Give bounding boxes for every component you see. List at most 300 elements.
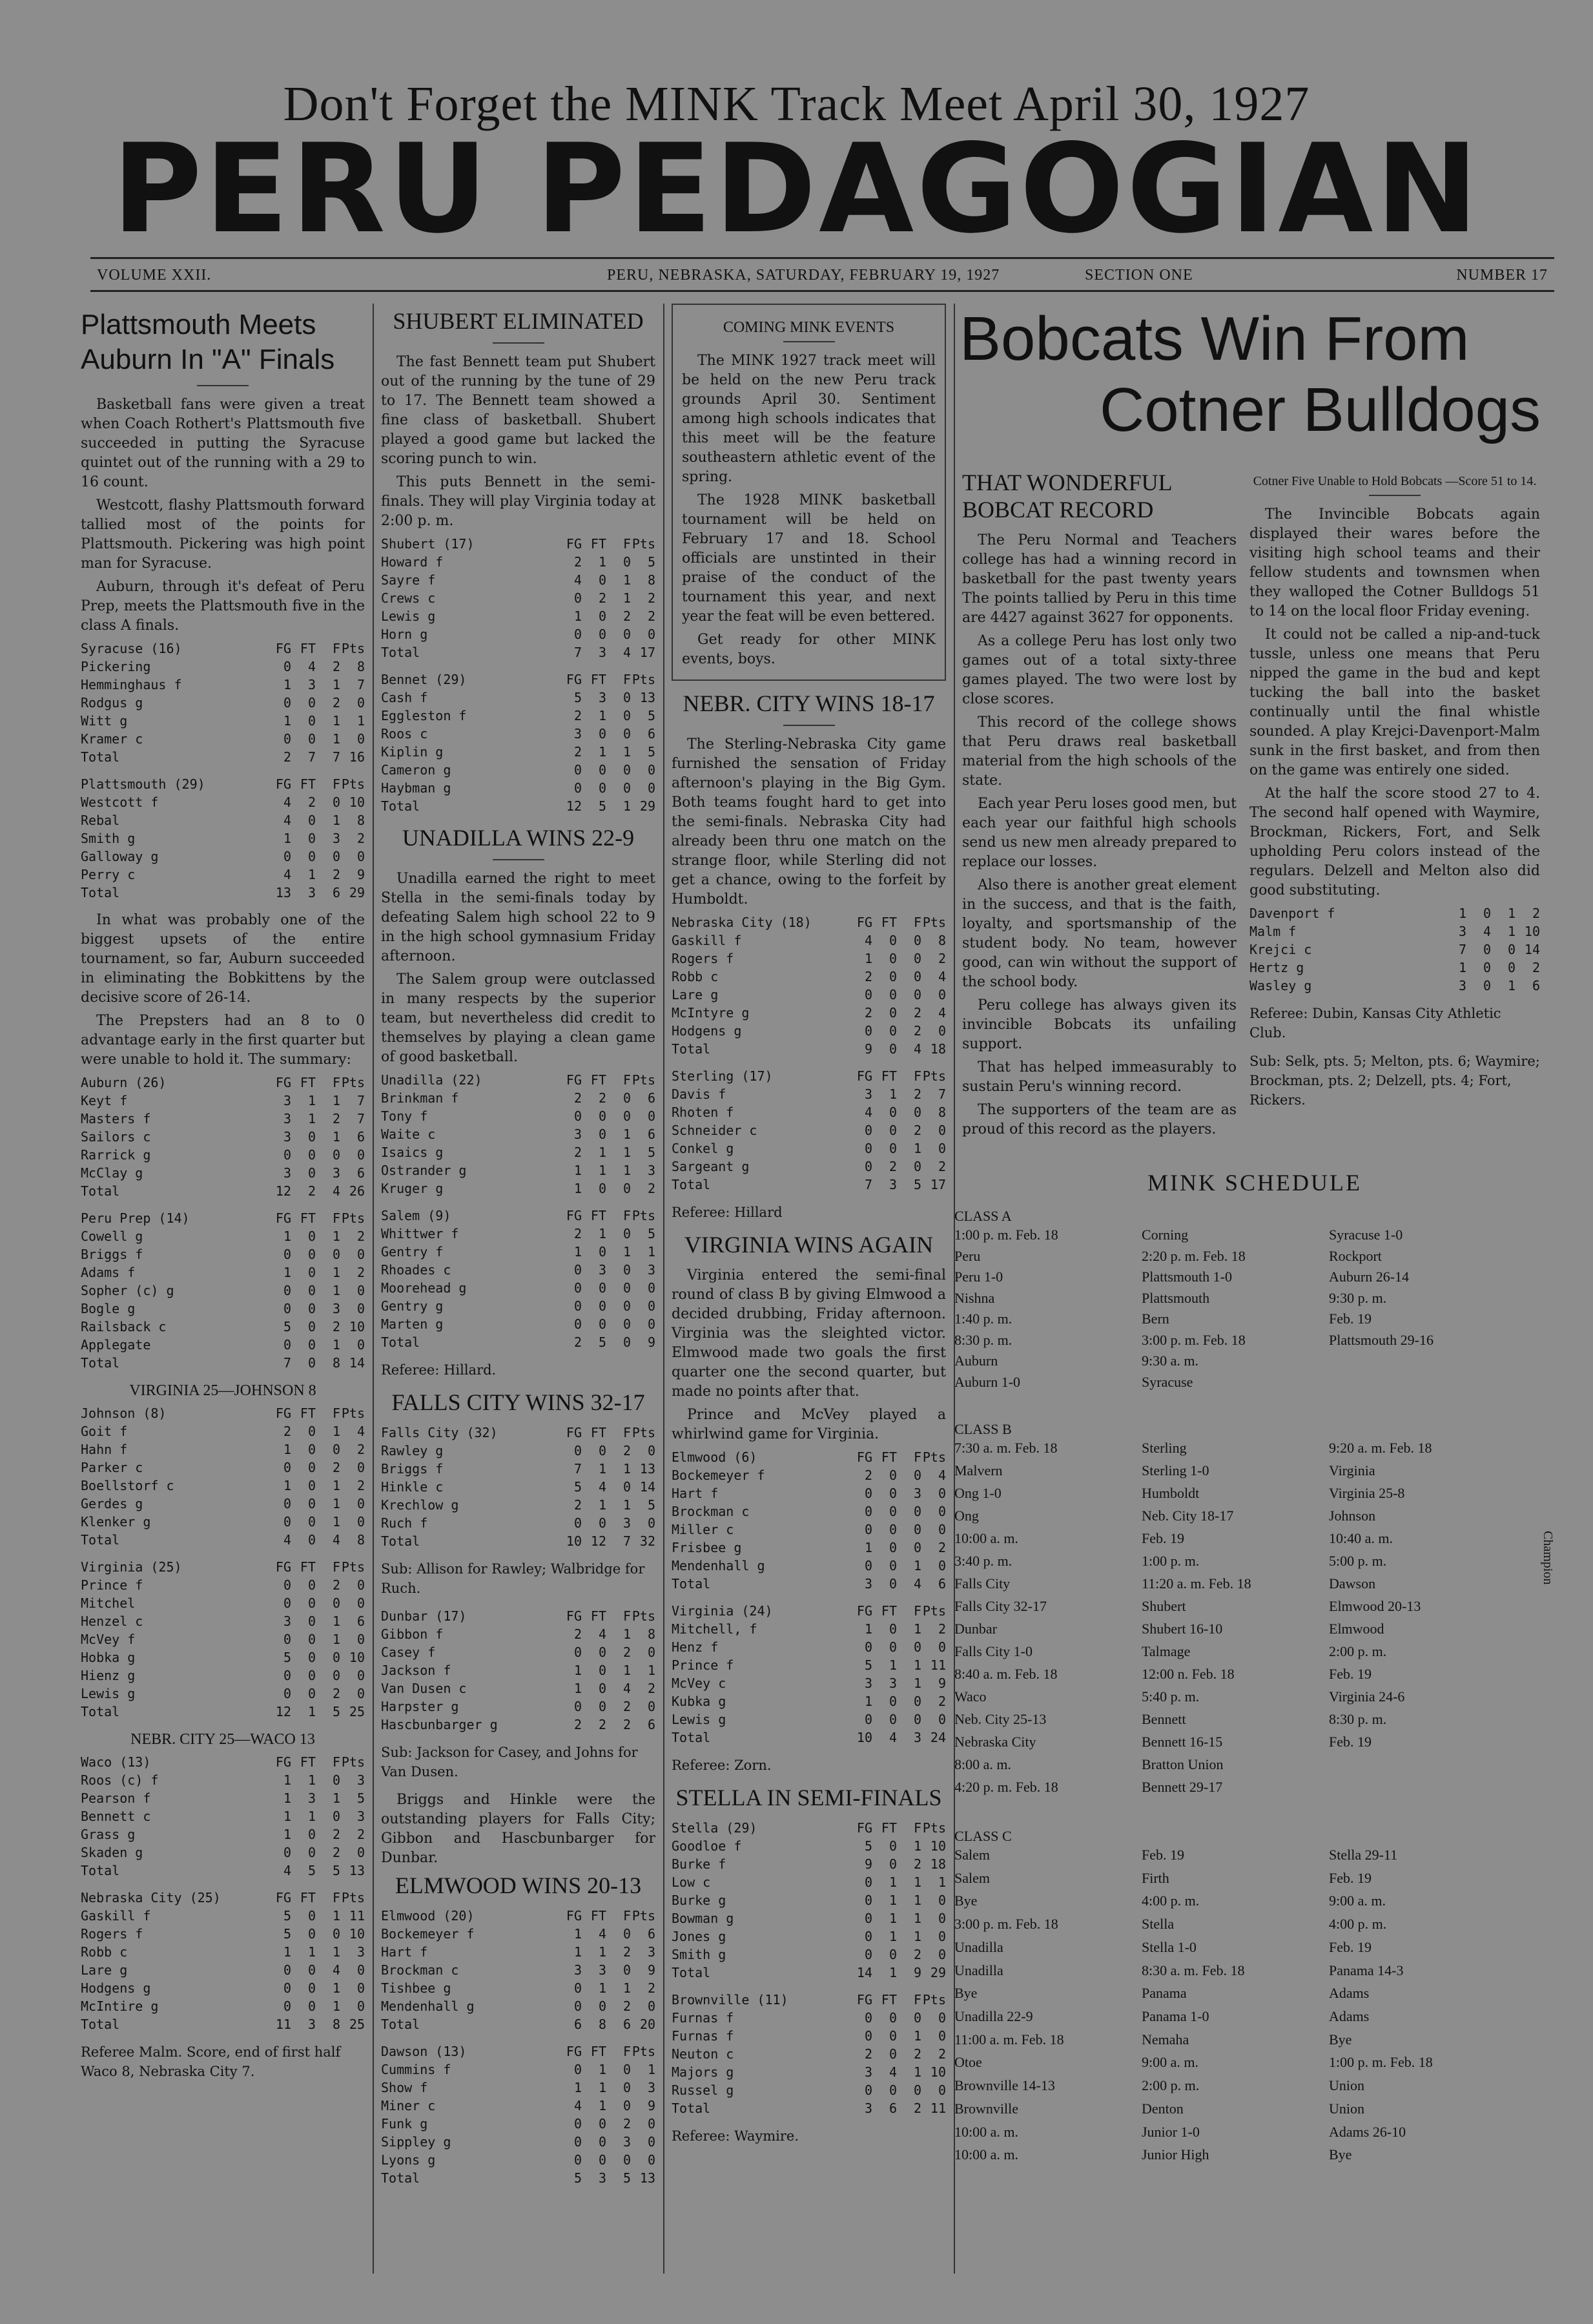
stat-cell: 2 xyxy=(1532,960,1540,975)
column-4 xyxy=(962,465,1237,1143)
stat-cell: 0 xyxy=(307,713,316,729)
stat-cell: 4 xyxy=(913,1041,921,1057)
player-cell: Tony f xyxy=(381,1108,428,1124)
stat-cell: 0 xyxy=(283,695,291,711)
class-label: CLASS A xyxy=(954,1208,1012,1224)
stat-cell: 7 xyxy=(864,1177,872,1192)
stat-cell: 0 xyxy=(622,1316,631,1332)
schedule-entry: Bennett xyxy=(1142,1711,1186,1727)
stat-cell: 0 xyxy=(864,1159,872,1174)
stat-cell: 1 xyxy=(598,2062,606,2077)
schedule-entry: 2:00 p. m. xyxy=(1142,2077,1200,2093)
stat-cell: 0 xyxy=(647,1108,655,1124)
stat-cell: 1 xyxy=(913,1929,921,1944)
stat-cell: 4 xyxy=(889,2064,897,2080)
player-cell: Rebal xyxy=(81,813,120,828)
schedule-entry: Nishna xyxy=(954,1290,995,1306)
stat-cell: 0 xyxy=(647,1699,655,1714)
stat-cell: 0 xyxy=(622,708,631,723)
player-cell: Bowman g xyxy=(672,1911,734,1926)
stat-cell: 3 xyxy=(1458,924,1466,939)
box-score-row xyxy=(381,1925,655,1943)
player-cell: Roos c xyxy=(381,726,428,742)
player-cell: McVey f xyxy=(81,1632,136,1647)
stat-cell: 2 xyxy=(938,1621,946,1637)
stat-cell: 9 xyxy=(647,1334,655,1350)
stat-cell: 0 xyxy=(307,731,316,747)
stat-cell: 0 xyxy=(1483,906,1491,921)
box-score-row xyxy=(672,1620,946,1638)
stat-cell: FG xyxy=(856,1068,872,1084)
player-cell: Shubert (17) xyxy=(381,536,475,552)
stat-cell: 1 xyxy=(332,1790,340,1806)
stat-cell: 0 xyxy=(573,2062,582,2077)
player-cell: Jones g xyxy=(672,1929,726,1944)
player-cell: Waite c xyxy=(381,1126,436,1142)
stat-cell: 1 xyxy=(622,590,631,606)
box-score-row xyxy=(381,1243,655,1261)
stat-cell: 0 xyxy=(573,2152,582,2168)
box-score-row xyxy=(672,1575,946,1593)
schedule-entry: 1:00 p. m. Feb. 18 xyxy=(954,1227,1058,1243)
stat-cell: FT xyxy=(300,1075,316,1090)
schedule-entry: Panama 14-3 xyxy=(1329,1962,1404,1978)
stat-cell: 3 xyxy=(283,1165,291,1181)
schedule-entry: Corning xyxy=(1142,1227,1189,1243)
stat-cell: 3 xyxy=(864,2064,872,2080)
player-cell: Total xyxy=(81,749,120,765)
player-cell: Whittwer f xyxy=(381,1226,459,1241)
schedule-entry: Johnson xyxy=(1329,1508,1376,1524)
player-cell: Sippley g xyxy=(381,2134,451,2150)
stat-cell: F xyxy=(332,1210,340,1226)
stat-cell: 0 xyxy=(307,1265,316,1280)
stat-cell: 3 xyxy=(283,1613,291,1629)
stat-cell: 6 xyxy=(647,726,655,742)
bracket-class-b xyxy=(954,1440,1555,1802)
issue-number: NUMBER 17 xyxy=(1456,267,1548,284)
player-cell: Frisbee g xyxy=(672,1540,742,1555)
stat-cell: 0 xyxy=(283,1283,291,1298)
schedule-entry: Bratton Union xyxy=(1142,1756,1224,1772)
stat-cell: 0 xyxy=(864,1141,872,1156)
box-score-row xyxy=(381,2060,655,2079)
stat-cell: 4 xyxy=(864,1105,872,1120)
stat-cell: 0 xyxy=(332,1668,340,1683)
stat-cell: 2 xyxy=(332,1111,340,1126)
box-score-row xyxy=(381,2133,655,2151)
schedule-entry: Malvern xyxy=(954,1462,1003,1478)
stat-cell: 0 xyxy=(647,1443,655,1458)
schedule-entry: Neb. City 18-17 xyxy=(1142,1508,1234,1524)
stat-cell: 0 xyxy=(864,1522,872,1537)
box-score-row xyxy=(381,1143,655,1161)
stat-cell: 0 xyxy=(913,933,921,948)
stat-cell: 5 xyxy=(647,554,655,570)
box-score-row xyxy=(81,694,365,712)
stat-cell: 1 xyxy=(332,1478,340,1493)
box-score-row xyxy=(81,847,365,866)
stat-cell: 0 xyxy=(356,1514,365,1530)
box-score-row xyxy=(672,1520,946,1539)
stat-cell: 0 xyxy=(622,1298,631,1314)
stat-cell: 0 xyxy=(913,987,921,1002)
stat-cell: 0 xyxy=(889,951,897,966)
stat-cell: 0 xyxy=(647,1316,655,1332)
stat-cell: 17 xyxy=(930,1177,946,1192)
box-score xyxy=(381,1207,655,1351)
stat-cell: 3 xyxy=(356,1944,365,1960)
paragraph: The MINK 1927 track meet will be held on the new Peru track grounds April 30. Sentiment among high schools indicates that this meet will be the feature southeastern athletic event of the spring. xyxy=(682,353,936,485)
player-cell: Isaics g xyxy=(381,1145,444,1160)
player-cell: Sailors c xyxy=(81,1129,151,1145)
stat-cell: 2 xyxy=(598,590,606,606)
headline: ELMWOOD WINS 20-13 xyxy=(395,1873,642,1898)
stat-cell: FG xyxy=(566,1072,582,1088)
player-cell: Ostrander g xyxy=(381,1163,467,1178)
stat-cell: 0 xyxy=(307,1532,316,1548)
stat-cell: 0 xyxy=(864,987,872,1002)
stat-cell: 5 xyxy=(647,1145,655,1160)
schedule-entry: 3:00 p. m. Feb. 18 xyxy=(1142,1332,1246,1348)
stat-cell: 4 xyxy=(938,1468,946,1483)
stat-cell: 3 xyxy=(283,1111,291,1126)
stat-cell: 0 xyxy=(307,1827,316,1842)
player-cell: Rarrick g xyxy=(81,1147,151,1163)
stat-cell: 2 xyxy=(332,867,340,882)
stat-cell: 2 xyxy=(307,1183,316,1199)
box-score-row xyxy=(672,1557,946,1575)
schedule-entry: Feb. 19 xyxy=(1329,1939,1372,1955)
stat-cell: 1 xyxy=(864,1694,872,1709)
stat-cell: 0 xyxy=(864,2082,872,2098)
paragraph: Prince and McVey played a whirlwind game for Virginia. xyxy=(672,1407,946,1442)
schedule-entry: 9:20 a. m. Feb. 18 xyxy=(1329,1440,1432,1456)
schedule-entry: Elmwood xyxy=(1329,1621,1384,1637)
stat-cell: 0 xyxy=(864,2010,872,2026)
stat-cell: FG xyxy=(566,672,582,687)
stat-cell: 1 xyxy=(573,2080,582,2095)
stat-cell: 0 xyxy=(573,1699,582,1714)
stat-cell: 0 xyxy=(598,762,606,778)
stat-cell: 0 xyxy=(307,1496,316,1511)
stat-cell: 1 xyxy=(598,2080,606,2095)
stat-cell: 5 xyxy=(332,1704,340,1719)
player-cell: Total xyxy=(672,1576,711,1592)
stat-cell: 5 xyxy=(283,1319,291,1334)
stat-cell: 1 xyxy=(307,1704,316,1719)
stat-cell: 1 xyxy=(283,713,291,729)
stat-cell: Pts xyxy=(632,536,655,552)
stat-cell: 0 xyxy=(598,2134,606,2150)
stat-cell: FG xyxy=(566,1908,582,1924)
box-score-row xyxy=(81,775,365,793)
stat-cell: Pts xyxy=(341,1754,365,1770)
stat-cell: 0 xyxy=(307,1301,316,1316)
stat-cell: 1 xyxy=(913,2028,921,2044)
player-cell: Adams f xyxy=(81,1265,136,1280)
box-score xyxy=(81,775,365,902)
stat-cell: 1 xyxy=(622,1461,631,1477)
player-cell: Johnson (8) xyxy=(81,1406,167,1421)
player-cell: Pearson f xyxy=(81,1790,151,1806)
stat-cell: 2 xyxy=(864,1468,872,1483)
stat-cell: 0 xyxy=(598,1699,606,1714)
stat-cell: 14 xyxy=(856,1965,872,1980)
stat-cell: 0 xyxy=(647,1644,655,1660)
stat-cell: 12 xyxy=(566,798,582,814)
player-cell: Rawley g xyxy=(381,1443,444,1458)
stat-cell: 1 xyxy=(332,731,340,747)
stat-cell: 0 xyxy=(307,1668,316,1683)
divider xyxy=(783,725,835,726)
box-score-row xyxy=(672,1022,946,1040)
stat-cell: 0 xyxy=(283,1460,291,1475)
stat-cell: 1 xyxy=(332,1632,340,1647)
schedule-entry: 8:40 a. m. Feb. 18 xyxy=(954,1666,1058,1682)
box-score-row xyxy=(381,1161,655,1179)
stat-cell: 3 xyxy=(913,1486,921,1501)
stat-cell: 7 xyxy=(356,677,365,692)
stat-cell: 2 xyxy=(332,659,340,674)
stat-cell: 0 xyxy=(283,1998,291,2014)
player-cell: Prince f xyxy=(81,1577,143,1593)
stat-cell: 5 xyxy=(647,1226,655,1241)
player-cell: Roos (c) f xyxy=(81,1772,159,1788)
stat-cell: 13 xyxy=(275,885,291,900)
schedule-entry: Feb. 19 xyxy=(1329,1870,1372,1886)
stat-cell: 13 xyxy=(639,2170,655,2186)
schedule-entry: Falls City 1-0 xyxy=(954,1643,1033,1659)
stat-cell: 2 xyxy=(573,1497,582,1513)
stat-cell: 0 xyxy=(938,1947,946,1962)
player-cell: Kubka g xyxy=(672,1694,726,1709)
schedule-entry: 9:00 a. m. xyxy=(1329,1893,1386,1909)
box-score-row xyxy=(672,2009,946,2027)
stat-cell: 0 xyxy=(332,1650,340,1665)
player-cell: Burke g xyxy=(672,1893,726,1908)
stat-cell: FG xyxy=(566,1608,582,1624)
box-score-row xyxy=(381,1297,655,1315)
player-cell: Bockemeyer f xyxy=(672,1468,765,1483)
stat-cell: 5 xyxy=(283,1926,291,1942)
stat-cell: 0 xyxy=(283,1247,291,1262)
stat-cell: 2 xyxy=(573,1090,582,1106)
stat-cell: 2 xyxy=(283,749,291,765)
stat-cell: FG xyxy=(275,1210,291,1226)
stat-cell: 6 xyxy=(647,1926,655,1942)
box-score-row xyxy=(81,1979,365,1997)
stat-cell: 7 xyxy=(573,645,582,660)
stat-cell: 0 xyxy=(889,2010,897,2026)
stat-cell: Pts xyxy=(632,1608,655,1624)
game-caption: NEBR. CITY 25—WACO 13 xyxy=(130,1731,315,1748)
stat-cell: 5 xyxy=(332,1863,340,1878)
stat-cell: 4 xyxy=(283,813,291,828)
stat-cell: FT xyxy=(590,1072,606,1088)
stat-cell: 2 xyxy=(573,1717,582,1732)
box-score-row xyxy=(381,1089,655,1107)
stat-cell: 1 xyxy=(598,1145,606,1160)
stat-cell: F xyxy=(332,1406,340,1421)
player-cell: Van Dusen c xyxy=(381,1681,467,1696)
headline: VIRGINIA WINS AGAIN xyxy=(684,1232,934,1258)
stat-cell: 13 xyxy=(639,690,655,705)
stat-cell: FT xyxy=(881,1068,897,1084)
stat-cell: 8 xyxy=(938,1105,946,1120)
box-score-row xyxy=(81,1925,365,1943)
stat-cell: 9 xyxy=(647,1962,655,1978)
stat-cell: 0 xyxy=(573,1443,582,1458)
sub-note: Sub: Jackson for Casey, and Johns for Van Dusen. xyxy=(381,1745,638,1779)
player-cell: Briggs f xyxy=(81,1247,143,1262)
stat-cell: 0 xyxy=(332,1926,340,1942)
stat-cell: 0 xyxy=(889,1041,897,1057)
box-score-row xyxy=(81,793,365,811)
paragraph: The 1928 MINK basketball tournament will be held on February 17 and 18. School officials are unstinted in their praise of the conduct of the tournament this year, and next year the feat will be even bettered. xyxy=(682,492,936,625)
stat-cell: 0 xyxy=(913,1504,921,1519)
schedule-entry: Feb. 19 xyxy=(1142,1847,1184,1863)
box-score-row xyxy=(381,797,655,815)
player-cell: Smith g xyxy=(81,831,136,846)
stat-cell: 1 xyxy=(332,1129,340,1145)
paragraph: This puts Bennett in the semi-finals. They will play Virginia today at 2:00 p. m. xyxy=(381,474,655,529)
stat-cell: 1 xyxy=(283,1265,291,1280)
stat-cell: 11 xyxy=(349,1908,365,1924)
schedule-entry: 8:30 p. m. xyxy=(954,1332,1012,1348)
stat-cell: 3 xyxy=(864,1576,872,1592)
stat-cell: 0 xyxy=(1507,942,1516,957)
stat-cell: 0 xyxy=(283,1962,291,1978)
stat-cell: 0 xyxy=(889,2082,897,2098)
box-score-row xyxy=(381,743,655,761)
stat-cell: 0 xyxy=(283,1147,291,1163)
stat-cell: 0 xyxy=(307,1926,316,1942)
stat-cell: 0 xyxy=(356,1962,365,1978)
player-cell: Smith g xyxy=(672,1947,726,1962)
stat-cell: 3 xyxy=(622,1515,631,1531)
box-score-row xyxy=(381,779,655,797)
player-cell: Mitchel xyxy=(81,1595,136,1611)
player-cell: Haybman g xyxy=(381,780,451,796)
schedule-entry: Auburn 1-0 xyxy=(954,1374,1021,1390)
stat-cell: 0 xyxy=(573,1316,582,1332)
schedule-entry: 8:00 a. m. xyxy=(954,1756,1011,1772)
box-score-row xyxy=(81,730,365,748)
stat-cell: Pts xyxy=(922,1068,946,1084)
stat-cell: 1 xyxy=(864,1621,872,1637)
box-score-row xyxy=(381,1907,655,1925)
stat-cell: 0 xyxy=(622,1090,631,1106)
player-cell: Pickering xyxy=(81,659,151,674)
stat-cell: 3 xyxy=(356,1809,365,1824)
schedule-entry: Sterling 1-0 xyxy=(1142,1462,1209,1478)
stat-cell: Pts xyxy=(922,1820,946,1836)
stat-cell: 11 xyxy=(275,2017,291,2032)
box-score-row xyxy=(81,1245,365,1263)
paragraph: It could not be called a nip-and-tuck tussle, unless one means that Peru nipped the game in the bud and kept tucking the ball into the basket continually until the final whistle sounded. A play Krejci-Davenport-Malm sunk in the first basket, and from then on the game was entirely one sided. xyxy=(1249,627,1540,778)
stat-cell: 0 xyxy=(307,849,316,864)
stat-cell: 4 xyxy=(356,1424,365,1439)
stat-cell: 0 xyxy=(332,1772,340,1788)
player-cell: Total xyxy=(81,1183,120,1199)
stat-cell: 4 xyxy=(573,2098,582,2113)
stat-cell: 0 xyxy=(356,1301,365,1316)
stat-cell: 1 xyxy=(307,1809,316,1824)
schedule-entry: Adams xyxy=(1329,2008,1370,2024)
stat-cell: Pts xyxy=(922,1449,946,1465)
box-score-row xyxy=(672,2063,946,2081)
stat-cell: 2 xyxy=(647,1681,655,1696)
stat-cell: 4 xyxy=(598,1626,606,1642)
stat-cell: 0 xyxy=(573,1644,582,1660)
stat-cell: 0 xyxy=(889,1522,897,1537)
box-score-row xyxy=(672,1484,946,1502)
stat-cell: 0 xyxy=(913,1712,921,1727)
player-cell: Malm f xyxy=(1249,924,1297,939)
stat-cell: 0 xyxy=(307,831,316,846)
stat-cell: 0 xyxy=(307,1129,316,1145)
stat-cell: 0 xyxy=(356,1668,365,1683)
stat-cell: 0 xyxy=(913,2010,921,2026)
column-5 xyxy=(1249,465,1540,1119)
stat-cell: F xyxy=(332,1075,340,1090)
stat-cell: 2 xyxy=(573,708,582,723)
stat-cell: FT xyxy=(300,1890,316,1905)
stat-cell: 3 xyxy=(573,1962,582,1978)
stat-cell: 13 xyxy=(639,1461,655,1477)
stat-cell: 1 xyxy=(283,1790,291,1806)
stat-cell: 0 xyxy=(598,1443,606,1458)
stat-cell: 0 xyxy=(889,1639,897,1655)
paragraph: The supporters of the team are as proud of this record as the players. xyxy=(962,1102,1237,1137)
stat-cell: 3 xyxy=(332,1301,340,1316)
stat-cell: 0 xyxy=(573,1280,582,1296)
box-score-row xyxy=(381,2115,655,2133)
stat-cell: 2 xyxy=(332,1319,340,1334)
stat-cell: 5 xyxy=(647,744,655,760)
stat-cell: 2 xyxy=(889,1159,897,1174)
stat-cell: 0 xyxy=(622,1226,631,1241)
box-score-row xyxy=(381,1979,655,1997)
player-cell: Lewis g xyxy=(81,1686,136,1701)
schedule-entry: 1:00 p. m. xyxy=(1142,1553,1200,1569)
stat-cell: 0 xyxy=(622,2062,631,2077)
stat-cell: 0 xyxy=(283,1686,291,1701)
stat-cell: 2 xyxy=(938,1159,946,1174)
stat-cell: 4 xyxy=(598,1479,606,1495)
box-score-row xyxy=(81,1074,365,1092)
player-cell: Masters f xyxy=(81,1111,151,1126)
stat-cell: 1 xyxy=(622,798,631,814)
stat-cell: 4 xyxy=(332,1962,340,1978)
stat-cell: 2 xyxy=(598,1090,606,1106)
stat-cell: 0 xyxy=(647,1515,655,1531)
stat-cell: 0 xyxy=(938,1504,946,1519)
stat-cell: FG xyxy=(856,1603,872,1619)
stat-cell: FT xyxy=(590,1208,606,1223)
stat-cell: 0 xyxy=(864,1929,872,1944)
stat-cell: 7 xyxy=(356,1111,365,1126)
player-cell: Total xyxy=(381,1533,420,1549)
stat-cell: 2 xyxy=(622,608,631,624)
stat-cell: 0 xyxy=(598,1244,606,1260)
stat-cell: 0 xyxy=(864,1893,872,1908)
stat-cell: F xyxy=(332,1559,340,1575)
class-label: CLASS B xyxy=(954,1421,1012,1437)
box-score xyxy=(1249,904,1540,995)
schedule-entry: Union xyxy=(1329,2077,1364,2093)
